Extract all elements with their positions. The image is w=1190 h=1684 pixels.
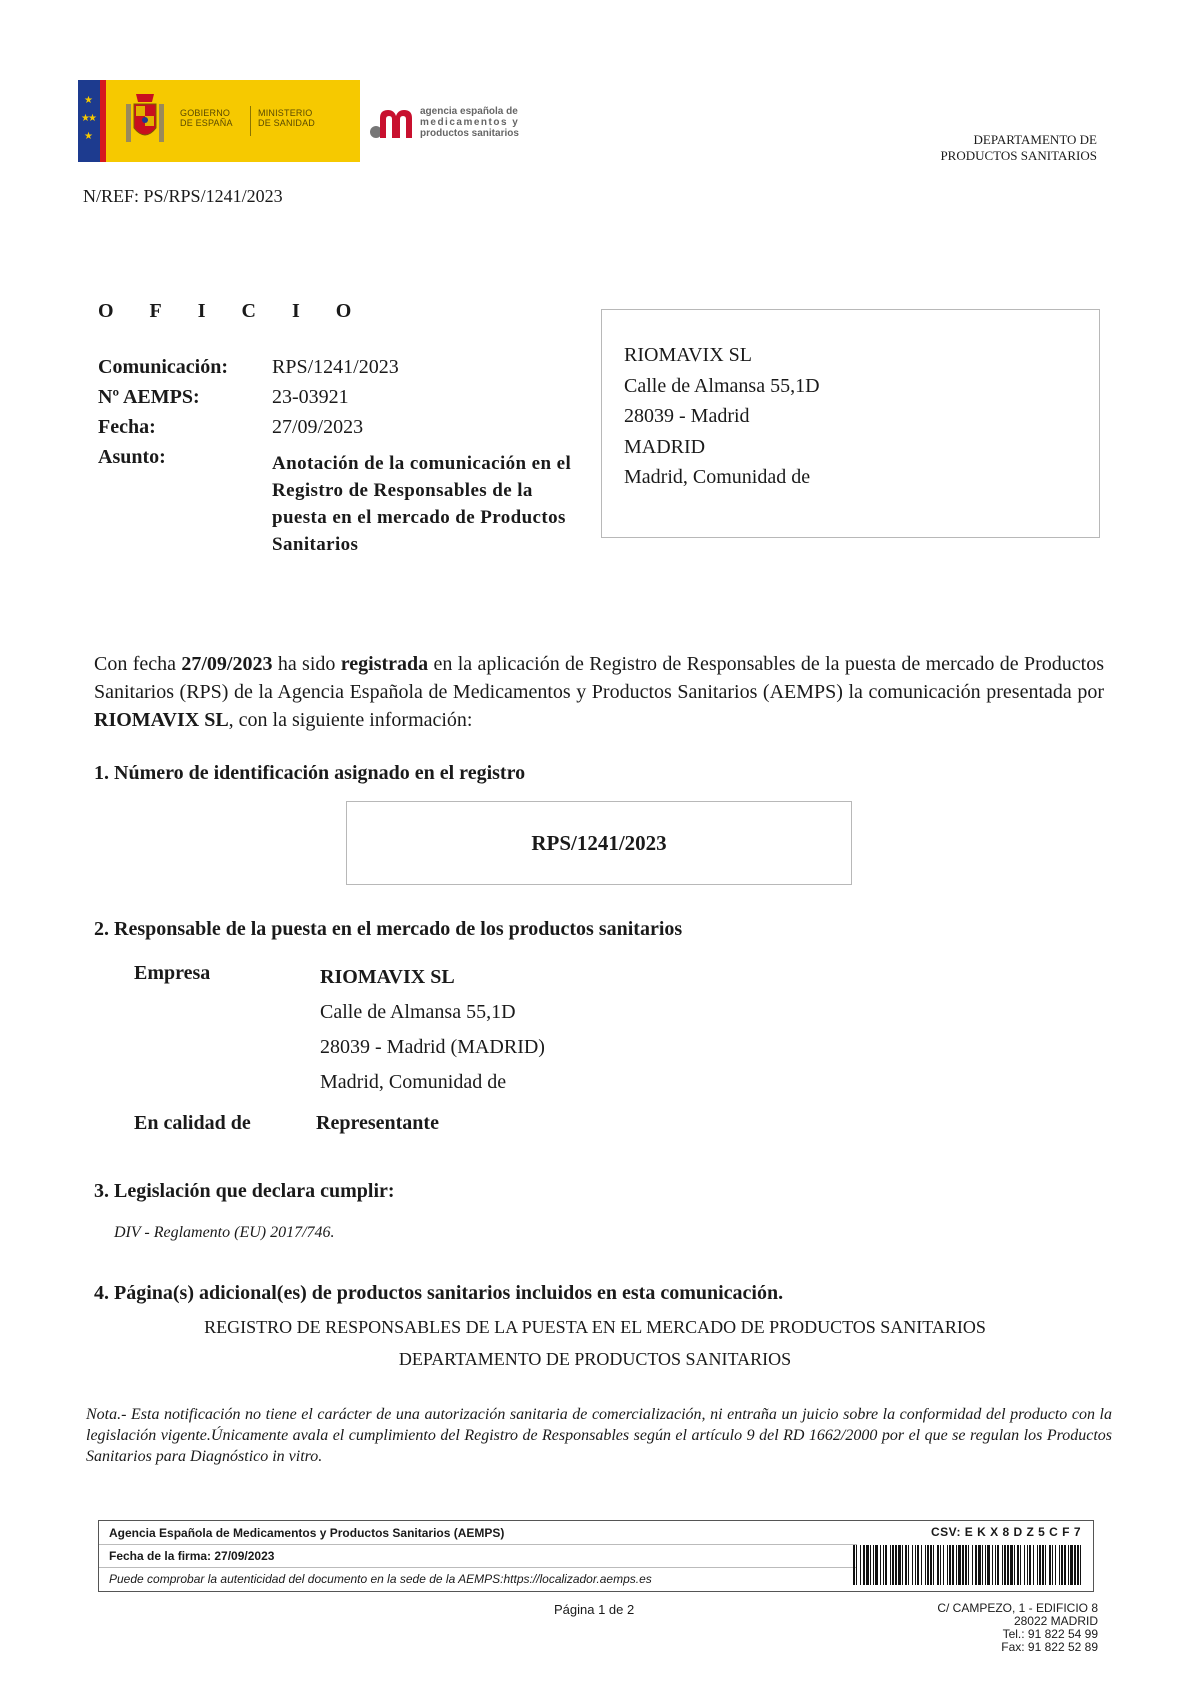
section-4-title: 4. Página(s) adicional(es) de productos sanitarios incluidos en esta comunicación. <box>94 1282 784 1304</box>
logo-separator <box>250 106 251 136</box>
signature-agency: Agencia Española de Medicamentos y Productos Sanitarios (AEMPS) <box>109 1526 505 1540</box>
star-icon: ★ <box>88 113 97 124</box>
address-line: 28039 - Madrid <box>624 405 750 427</box>
department-line: DEPARTAMENTO DE PRODUCTOS SANITARIOS <box>398 1349 792 1369</box>
address-line: Madrid, Comunidad de <box>624 466 811 488</box>
footer-address: C/ CAMPEZO, 1 - EDIFICIO 8 28022 MADRID Tel.: 91 822 54 99 Fax: 91 822 52 89 <box>937 1601 1098 1654</box>
star-icon: ★ <box>84 131 93 142</box>
meta-row-fecha: Fecha: 27/09/2023 <box>98 416 364 438</box>
address-line: MADRID <box>624 435 706 458</box>
agency-logo-text: agencia española de medicamentos y productos sanitarios <box>420 106 520 139</box>
gov-text-gobierno: GOBIERNO DE ESPAÑA <box>180 108 233 128</box>
signature-separator <box>99 1544 857 1545</box>
reference-number: N/REF: PS/RPS/1241/2023 <box>83 186 283 206</box>
legislation-value: DIV - Reglamento (EU) 2017/746. <box>114 1224 335 1241</box>
empresa-region: Madrid, Comunidad de <box>320 1071 507 1093</box>
calidad-label: En calidad de <box>134 1112 251 1134</box>
empresa-city: 28039 - Madrid (MADRID) <box>320 1036 545 1058</box>
section-3-title: 3. Legislación que declara cumplir: <box>94 1180 395 1202</box>
star-icon: ★ <box>84 95 93 106</box>
barcode-icon <box>853 1545 1081 1585</box>
empresa-address: Calle de Almansa 55,1D <box>320 1001 516 1023</box>
calidad-value: Representante <box>316 1112 439 1134</box>
empresa-name: RIOMAVIX SL <box>320 966 455 988</box>
registry-line: REGISTRO DE RESPONSABLES DE LA PUESTA EN EL MERCADO DE PRODUCTOS SANITARIOS <box>204 1317 986 1337</box>
verification-link[interactable]: Puede comprobar la autenticidad del documento en la sede de la AEMPS:https://localizador.aemps.es <box>109 1572 652 1586</box>
address-line: RIOMAVIX SL <box>624 344 752 366</box>
gobierno-espana-logo <box>78 80 360 162</box>
signature-separator <box>99 1567 857 1568</box>
meta-row-asunto: Asunto: <box>98 446 166 468</box>
aemps-logo <box>370 104 530 142</box>
star-icon: ★ <box>81 113 90 124</box>
csv-code: CSV: E K X 8 D Z 5 C F 7 <box>930 1525 1081 1539</box>
flag-red-stripe <box>100 80 106 162</box>
meta-row-comunicacion: Comunicación: RPS/1241/2023 <box>98 356 399 378</box>
coat-of-arms-icon <box>122 90 168 152</box>
department-header: DEPARTAMENTO DE PRODUCTOS SANITARIOS <box>940 132 1097 163</box>
recipient-address-box <box>601 309 1100 538</box>
registration-number-box: RPS/1241/2023 <box>346 801 852 885</box>
meta-row-aemps: Nº AEMPS: 23-03921 <box>98 386 349 408</box>
oficio-title: OFICIO <box>98 300 388 322</box>
address-line: Calle de Almansa 55,1D <box>624 374 820 397</box>
page-number: Página 1 de 2 <box>554 1602 635 1617</box>
aemps-m-icon <box>370 106 416 140</box>
body-paragraph: Con fecha 27/09/2023 ha sido registrada en la aplicación de Registro de Responsables de la puesta de mercado de Productos Sanitarios (RPS) de la Agencia Española de Medicamentos y Productos Sanitarios (AEMPS) la comunicación presentada por RIOMAVIX SL, con la siguiente información: <box>94 653 1104 731</box>
section-1-title: 1. Número de identificación asignado en el registro <box>94 762 526 784</box>
nota-disclaimer: Nota.- Esta notificación no tiene el carácter de una autorización sanitaria de comercialización, ni entraña un juicio sobre la conformidad del producto con la legislación vigente.Únicamente avala el cumplimiento del Registro de Responsables según el artículo 9 del RD 1662/2000 por el que se regulan los Productos Sanitarios para Diagnóstico in vitro. <box>86 1406 1112 1465</box>
section-2-title: 2. Responsable de la puesta en el mercado de los productos sanitarios <box>94 918 683 940</box>
gov-text-ministerio: MINISTERIO DE SANIDAD <box>258 108 316 128</box>
signature-box <box>98 1520 1094 1592</box>
empresa-label: Empresa <box>134 962 211 984</box>
asunto-value: Anotación de la comunicación en el Registro de Responsables de la puesta en el mercado de Productos Sanitarios <box>272 453 572 555</box>
signature-date: Fecha de la firma: 27/09/2023 <box>109 1549 275 1563</box>
